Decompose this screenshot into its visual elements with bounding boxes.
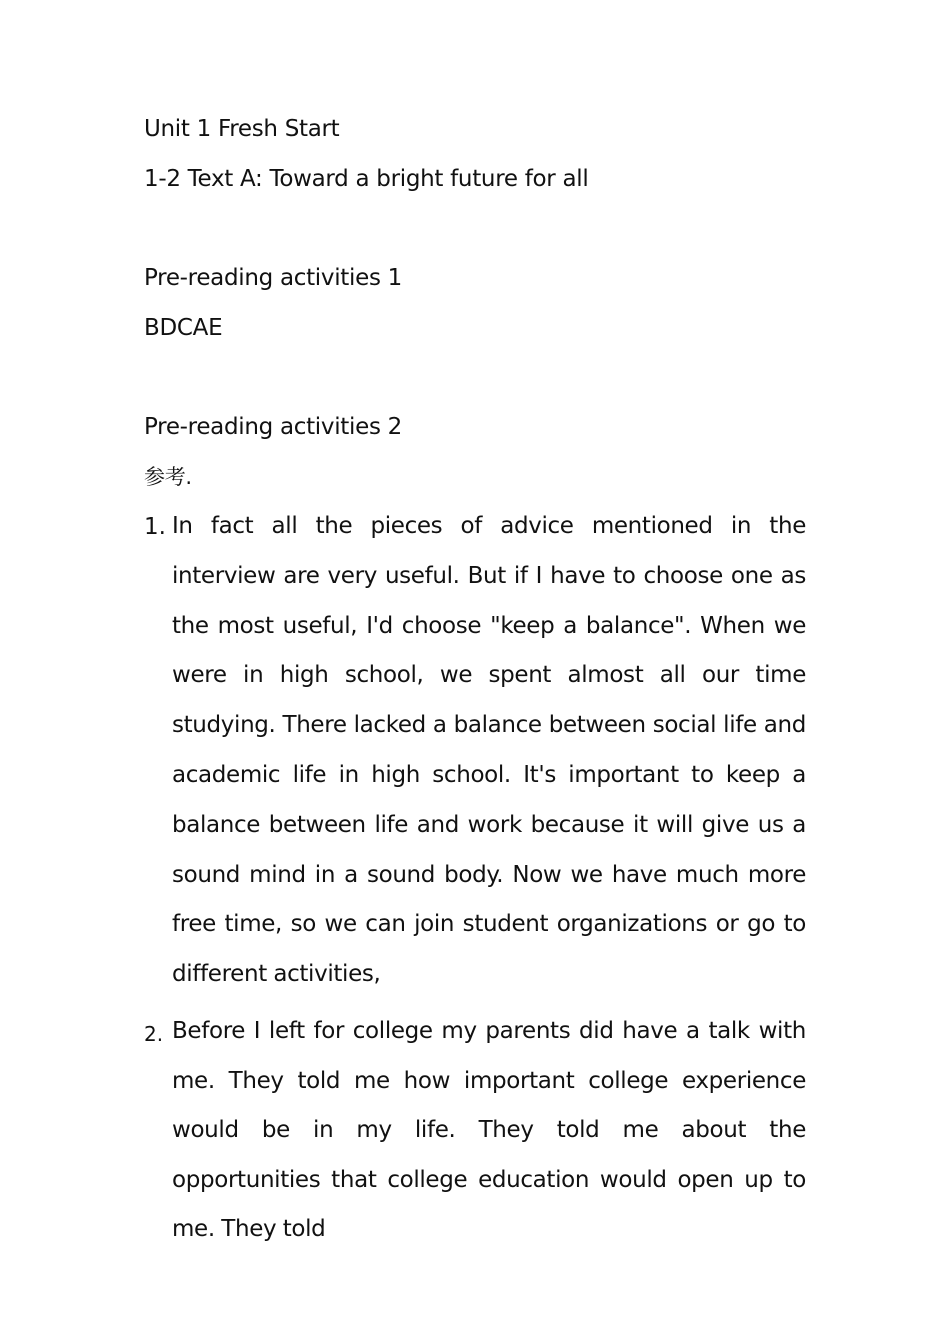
unit-title: Unit 1 Fresh Start [144,116,340,142]
list-item-number: 1. [144,514,166,540]
list-item-text: Before I left for college my parents did have a talk with me. They told me how important college experience would be in my life. They told me about the opportunities that college education would open up to me. They told [172,1018,806,1243]
list-item-text: In fact all the pieces of advice mentioned in the interview are very useful. But if I have to choose one as the most useful, I'd choose "keep a balance". When we were in high school, we spent almost all our time studying. There lacked a balance between social life and academic life in high school. It's important to keep a balance between life and work because it will give us a sound mind in a sound body. Now we have much more free time, so we can join student organizations or go to different activities, [172,513,806,988]
pre-reading-1-answer: BDCAE [144,315,223,341]
reference-label: 参考. [144,465,192,489]
pre-reading-1-heading: Pre-reading activities 1 [144,265,402,291]
list-item-number: 2. [144,1022,164,1046]
text-title: 1-2 Text A: Toward a bright future for all [144,166,589,192]
pre-reading-2-heading: Pre-reading activities 2 [144,414,402,440]
